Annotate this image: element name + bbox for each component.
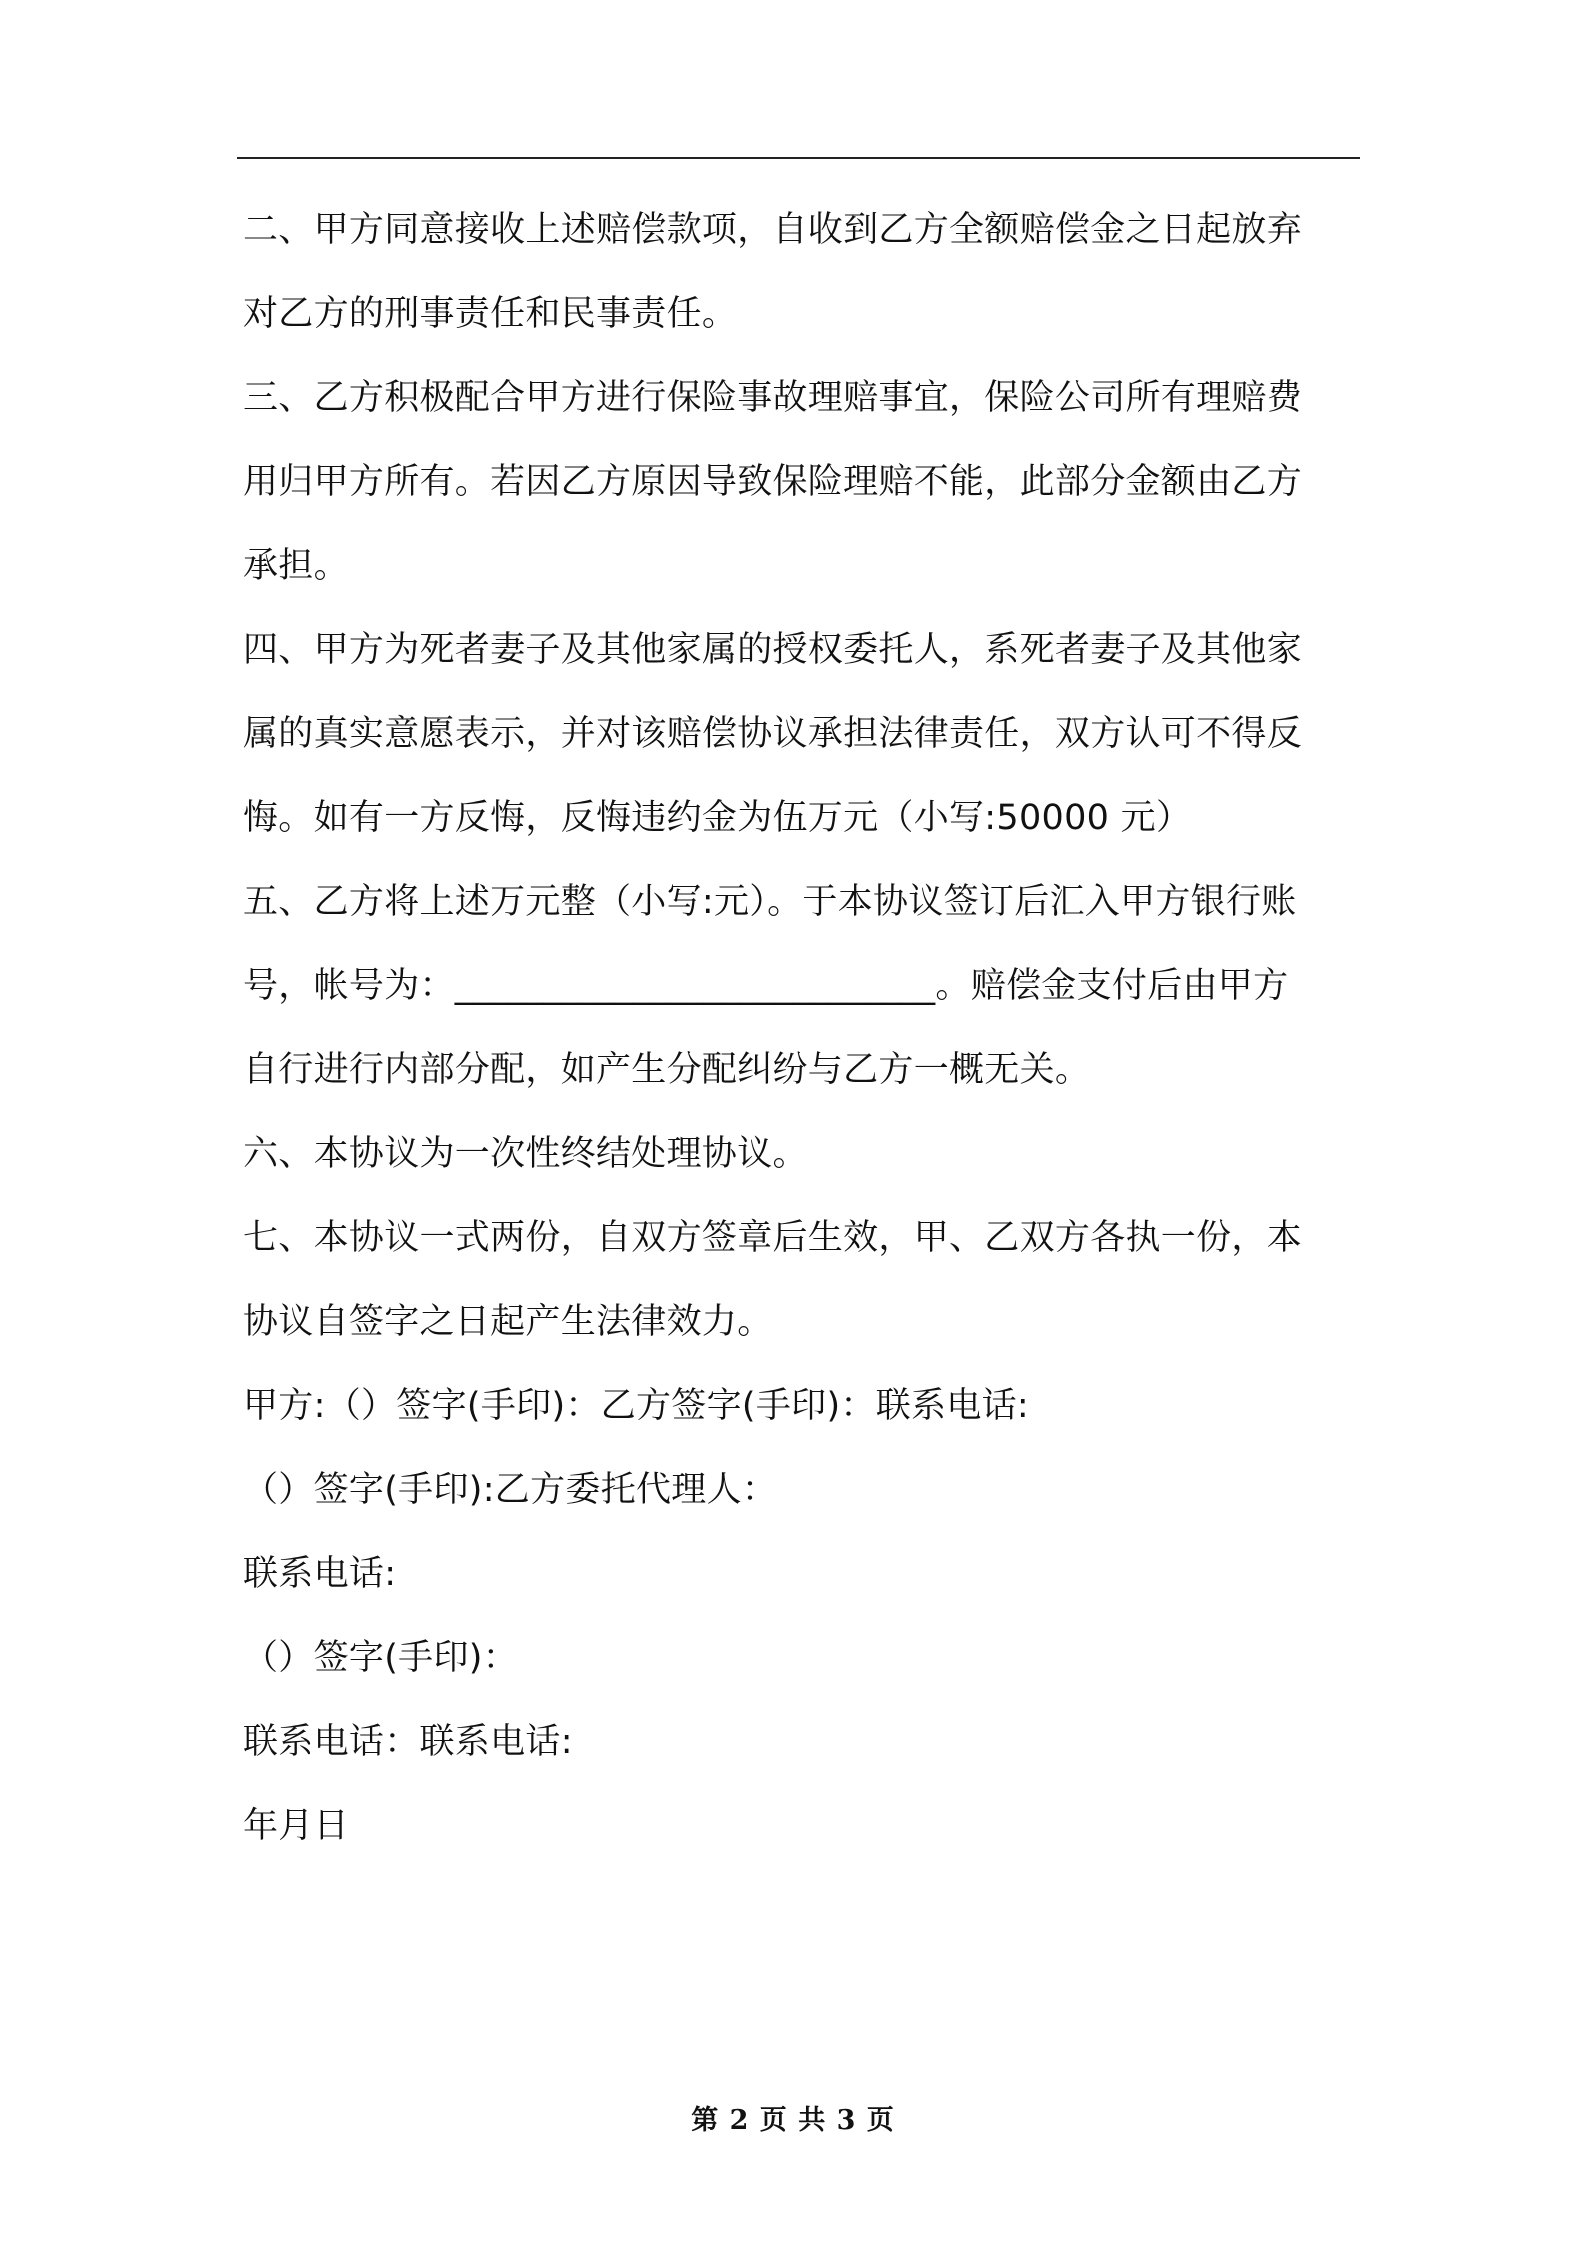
signature-line-5: 联系电话：联系电话: (243, 1722, 573, 1762)
clause-6-line-1: 六、本协议为一次性终结处理协议。 (243, 1134, 808, 1174)
clause-4-line-3: 悔。如有一方反悔，反悔违约金为伍万元（小写:50000 元） (243, 798, 1192, 838)
date-line: 年月日 (243, 1806, 349, 1846)
clause-5-line-3: 自行进行内部分配，如产生分配纠纷与乙方一概无关。 (243, 1050, 1091, 1090)
clause-4-line-2: 属的真实意愿表示，并对该赔偿协议承担法律责任，双方认可不得反 (243, 714, 1303, 754)
clause-4-line-1: 四、甲方为死者妻子及其他家属的授权委托人，系死者妻子及其他家 (243, 630, 1303, 670)
signature-line-2: （）签字(手印):乙方委托代理人： (243, 1470, 778, 1510)
clause-7-line-2: 协议自签字之日起产生法律效力。 (243, 1302, 773, 1342)
clause-2-line-2: 对乙方的刑事责任和民事责任。 (243, 294, 738, 334)
clause-5-line-1: 五、乙方将上述万元整（小写:元）。于本协议签订后汇入甲方银行账 (243, 882, 1297, 922)
clause-3-line-2: 用归甲方所有。若因乙方原因导致保险理赔不能，此部分金额由乙方 (243, 462, 1303, 502)
signature-line-3: 联系电话: (243, 1554, 397, 1594)
clause-3-line-3: 承担。 (243, 546, 349, 586)
page-number-footer: 第 2 页 共 3 页 (691, 2105, 895, 2136)
clause-5-line-2: 号，帐号为：___________________________。赔偿金支付后由甲方 (243, 966, 1289, 1006)
clause-2-line-1: 二、甲方同意接收上述赔偿款项，自收到乙方全额赔偿金之日起放弃 (243, 210, 1303, 250)
clause-3-line-1: 三、乙方积极配合甲方进行保险事故理赔事宜，保险公司所有理赔费 (243, 378, 1303, 418)
header-rule (237, 157, 1360, 159)
clause-7-line-1: 七、本协议一式两份，自双方签章后生效，甲、乙双方各执一份，本 (243, 1218, 1303, 1258)
signature-line-4: （）签字(手印)： (243, 1638, 519, 1678)
document-body (243, 196, 1355, 1876)
signature-line-1: 甲方:（）签字(手印)：乙方签字(手印)：联系电话: (243, 1386, 1030, 1426)
